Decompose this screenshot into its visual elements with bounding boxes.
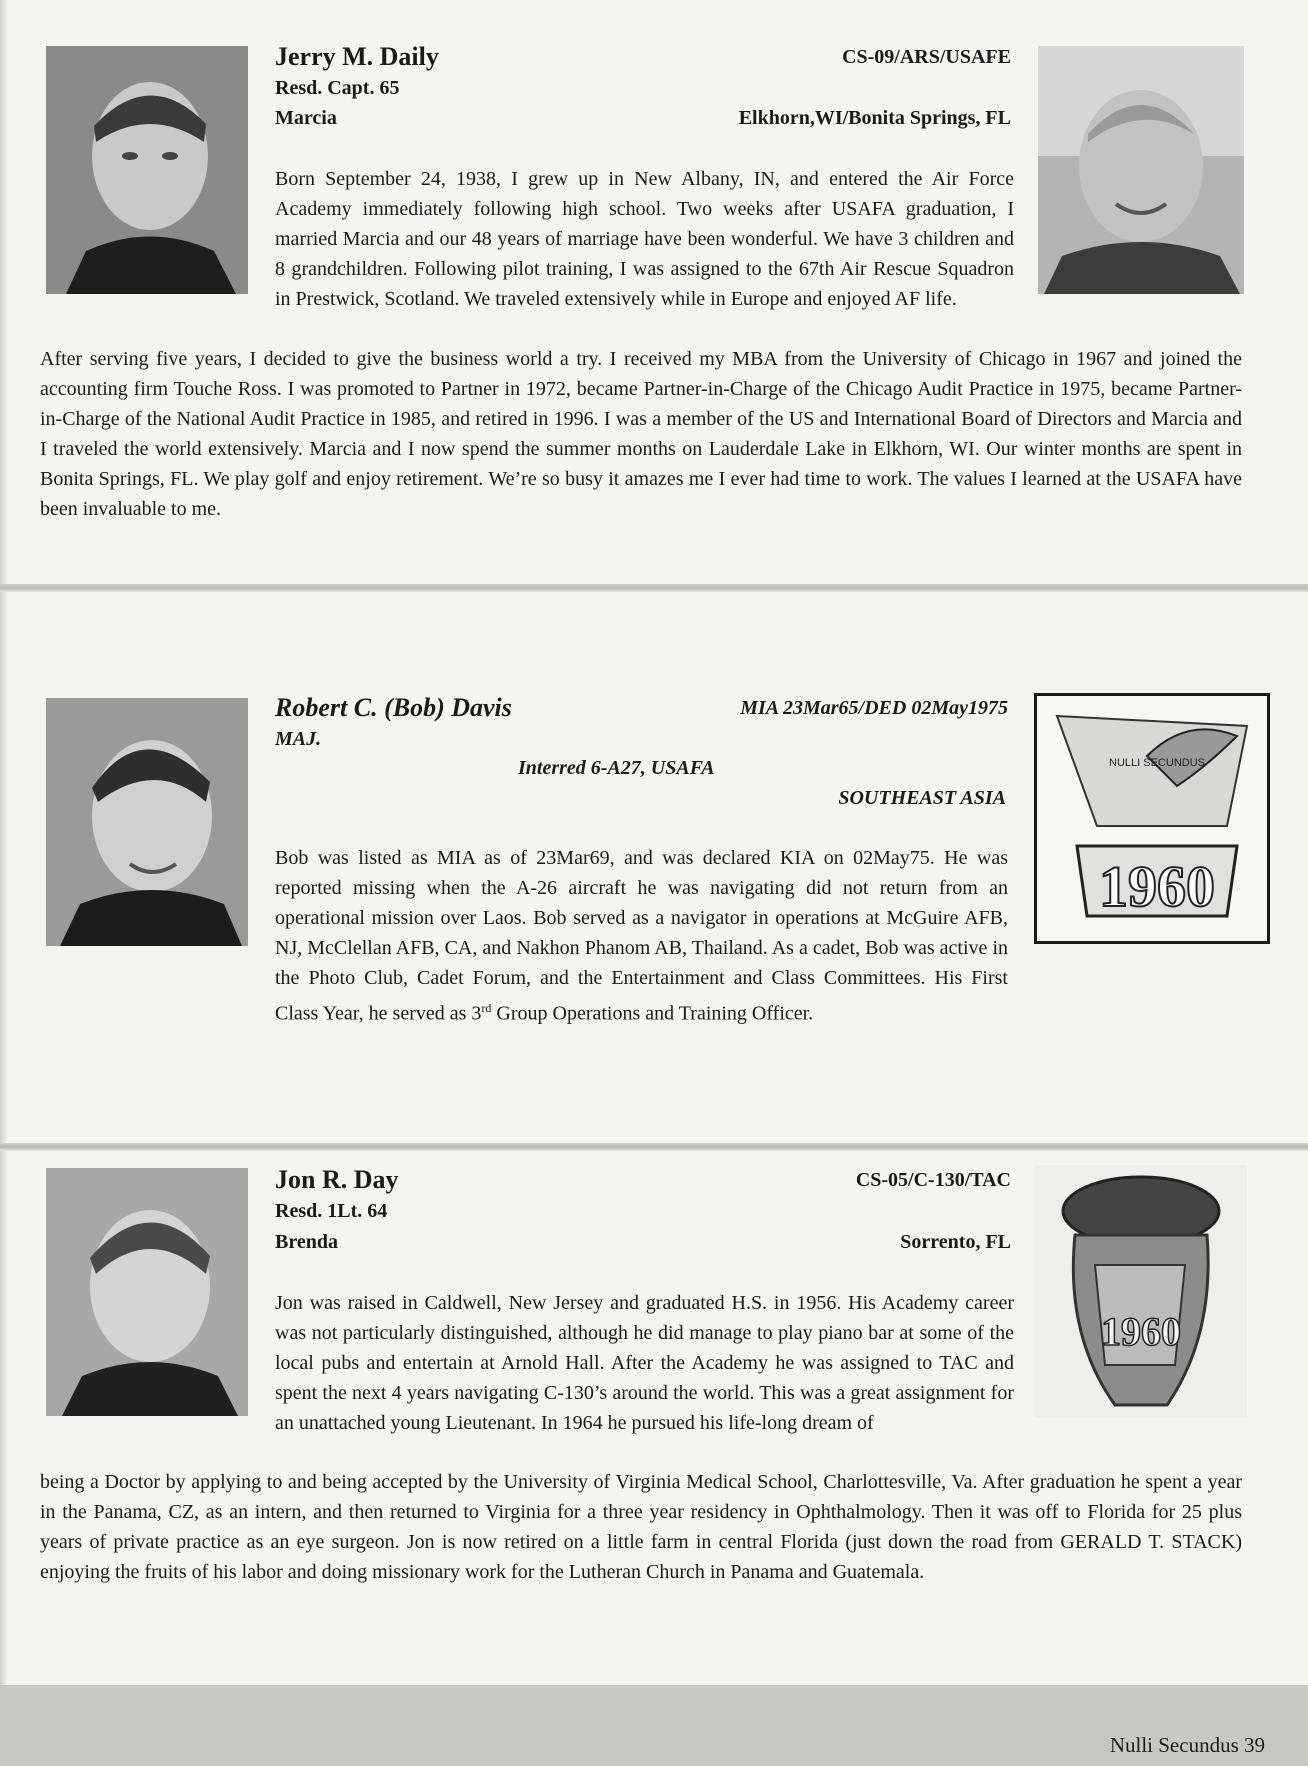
entry-name: Jerry M. Daily	[275, 42, 439, 71]
bio-text-part: Bob was listed as MIA as of 23Mar69, and was declared KIA on 02May75. He was reported missing when the A-26 aircraft he was navigating did not return from an operational mission over Laos. Bob served as a navigator in operations at McGuire AFB, NJ, McClellan AFB, CA, and Nakhon Phanom AB, Thailand. As a cadet, Bob was active in the Photo Club, Cadet Forum, and the Entertainment and Class Committees. His First Class Year, he served as 3	[275, 847, 1008, 1025]
entry-status: MIA 23Mar65/DED 02May1975	[740, 697, 1008, 719]
cadet-portrait-photo	[46, 1168, 248, 1416]
entry-interred: Interred 6-A27, USAFA	[518, 757, 715, 779]
entry-bio-text: Jon was raised in Caldwell, New Jersey and graduated H.S. in 1956. His Academy career was not particularly distinguished, although he did manage to play piano bar at some of the local pubs and entertain at Arnold Hall. After the Academy he was assigned to TAC and spent the next 4 years navigating C-130’s around the world. This was a great assignment for an unattached young Lieutenant. In 1964 he pursued his life-long dream of	[275, 1292, 1014, 1434]
entry-assignment: CS-09/ARS/USAFE	[842, 46, 1011, 68]
section-divider	[0, 1143, 1308, 1151]
entry-rank: Resd. Capt. 65	[275, 77, 400, 99]
cadet-portrait-photo	[46, 46, 248, 294]
entry-location: SOUTHEAST ASIA	[838, 787, 1006, 809]
entry-bio-text-continued: being a Doctor by applying to and being accepted by the University of Virginia Medical School, Charlottesville, Va. After graduation he spent a year in the Panama, CZ, as an intern, and then returned to Virginia for a three year residency in Ophthalmology. Then it was off to Florida for 25 plus years of private practice as an eye surgeon. Jon is now retired on a little farm in central Florida (just down the road from GERALD T. STACK) enjoying the fruits of his labor and doing missionary work for the Lutheran Church in Panama and Guatemala.	[40, 1471, 1242, 1583]
ring-year-text: 1960	[1101, 1309, 1181, 1354]
class-crest-emblem	[1034, 693, 1270, 944]
entry-spouse: Marcia	[275, 107, 337, 129]
entry-name: Jon R. Day	[275, 1165, 399, 1194]
entry-location: Sorrento, FL	[900, 1231, 1011, 1253]
entry-assignment: CS-05/C-130/TAC	[855, 1169, 1011, 1191]
entry-name: Robert C. (Bob) Davis	[275, 693, 512, 722]
entry-bio-text	[275, 843, 1008, 1029]
bio-text-part: Group Operations and Training Officer.	[491, 1002, 814, 1025]
cadet-portrait-photo	[46, 698, 248, 946]
emblem-year-text: 1960	[1099, 854, 1215, 919]
page-number: 39	[1244, 1733, 1265, 1757]
page-binding-shadow	[0, 0, 8, 1766]
entry-location: Elkhorn,WI/Bonita Springs, FL	[738, 107, 1011, 129]
section-divider	[0, 584, 1308, 592]
page-footer	[1110, 1733, 1265, 1758]
emblem-motto-text: NULLI SECUNDUS	[1109, 757, 1205, 769]
class-ring-photo	[1035, 1165, 1247, 1417]
entry-bio-text-continued: After serving five years, I decided to give the business world a try. I received my MBA from the University of Chicago in 1967 and joined the accounting firm Touche Ross. I was promoted to Partner in 1972, became Partner-in-Charge of the Chicago Audit Practice in 1975, became Partner-in-Charge of the National Audit Practice in 1985, and retired in 1996. I was a member of the US and International Board of Directors and Marcia and I traveled the world extensively. Marcia and I now spend the summer months on Lauderdale Lake in Elkhorn, WI. Our winter months are spent in Bonita Springs, FL. We play golf and enjoy retirement. We’re so busy it amazes me I ever had time to work. The values I learned at the USAFA have been invaluable to me.	[40, 348, 1242, 520]
footer-label: Nulli Secundus	[1109, 1733, 1239, 1757]
entry-bio-text: Born September 24, 1938, I grew up in New Albany, IN, and entered the Air Force Academy immediately following high school. Two weeks after USAFA graduation, I married Marcia and our 48 years of marriage have been wonderful. We have 3 children and 8 grandchildren. Following pilot training, I was assigned to the 67th Air Rescue Squadron in Prestwick, Scotland. We traveled extensively while in Europe and enjoyed AF life.	[275, 168, 1014, 310]
current-portrait-photo	[1038, 46, 1244, 294]
entry-rank: MAJ.	[275, 728, 322, 750]
ordinal-suffix: rd	[481, 1001, 492, 1015]
entry-spouse: Brenda	[275, 1231, 338, 1253]
entry-rank: Resd. 1Lt. 64	[275, 1200, 388, 1222]
